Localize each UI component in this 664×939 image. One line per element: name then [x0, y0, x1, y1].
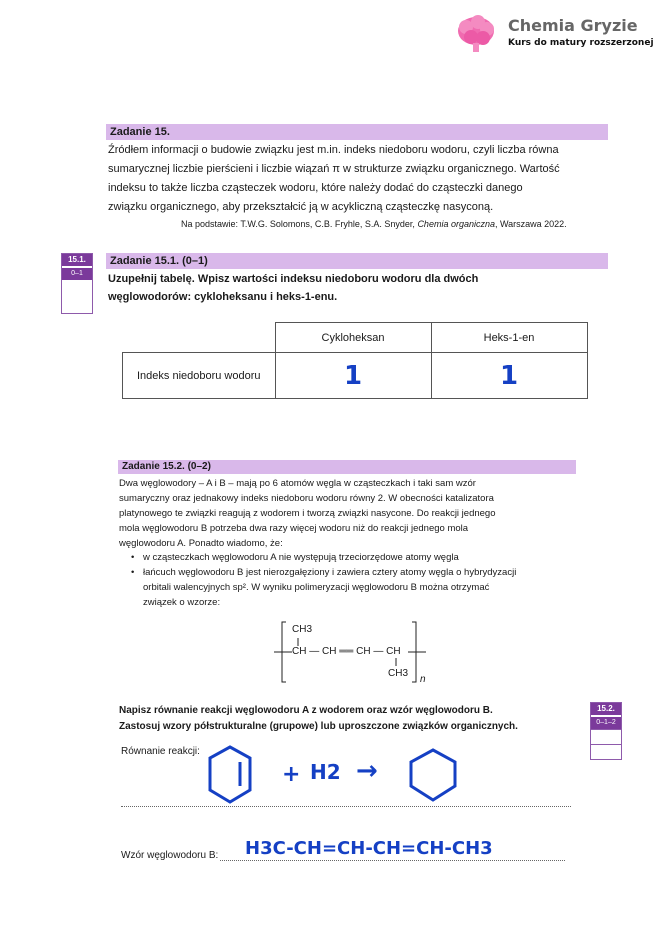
- answer-table: [122, 322, 588, 399]
- hexene-ring-drawing: [200, 742, 500, 812]
- equation-label: Równanie reakcji:: [121, 746, 200, 757]
- brand-tagline: Kurs do matury rozszerzonej: [508, 38, 654, 48]
- col-header-hexene: Heks-1-en: [431, 323, 587, 353]
- brain-icon: [454, 13, 498, 55]
- task-15-2-instruction: Napisz równanie reakcji węglowodoru A z wodorem oraz wzór węglowodoru B. Zastosuj wzory półstrukturalne (grupowe) lub uproszczone związków organicznych.: [119, 705, 518, 732]
- bullet-a: • w cząsteczkach węglowodoru A nie występują trzeciorzędowe atomy węgla: [143, 550, 459, 565]
- bullet-b: • łańcuch węglowodoru B jest nierozgałęziony i zawiera cztery atomy węgla o hybrydyzacji orbitali walencyjnych sp². W wyniku polimeryzacji węglowodoru B można otrzymać związek o wzorze:: [143, 565, 516, 610]
- task-15-intro: Źródłem informacji o budowie związku jest m.in. indeks niedoboru wodoru, czyli liczba równa sumarycznej liczbie pierścieni i liczbie wiązań π w strukturze związku organicznego. Wartość indeksu to także liczba cząsteczek wodoru, które należy dodać do cząsteczki danego związku organicznego, aby przekształcić ją w acykliczną cząsteczkę nasyconą.: [108, 144, 560, 213]
- task-15-1-heading: [106, 253, 608, 269]
- plus-sign: +: [282, 762, 301, 787]
- source-citation: Na podstawie: T.W.G. Solomons, C.B. Fryhle, S.A. Snyder, Chemia organiczna, Warszawa 2022.: [181, 219, 567, 229]
- task-15-2-title: Zadanie 15.2. (0–2): [122, 461, 211, 472]
- equation-answer[interactable]: [200, 742, 500, 812]
- answer-cell-cyclohexane[interactable]: 1: [275, 353, 431, 399]
- hydrogen-reagent: H2: [310, 760, 341, 784]
- polymer-structure: CH3 CH — CH ══ CH — CH CH3 n: [272, 618, 432, 686]
- task-15-title: Zadanie 15.: [110, 126, 170, 138]
- score-field[interactable]: [591, 744, 621, 759]
- brand-name: Chemia Gryzie: [508, 16, 638, 35]
- reaction-arrow: →: [356, 756, 378, 786]
- task-15-heading: [106, 124, 608, 140]
- formula-answer[interactable]: H3C-CH=CH-CH=CH-CH3: [245, 838, 493, 859]
- task-15-1-instruction: Uzupełnij tabelę. Wpisz wartości indeksu niedoboru wodoru dla dwóch węglowodorów: cykloheksanu i heks-1-enu.: [108, 273, 479, 303]
- answer-cell-hexene[interactable]: 1: [431, 353, 587, 399]
- score-field[interactable]: [591, 729, 621, 744]
- task-15-2-intro: Dwa węglowodory – A i B – mają po 6 atomów węgla w cząsteczkach i taki sam wzór sumaryczny oraz jednakowy indeks niedoboru wodoru równy 2. W obecności katalizatora platynowego te związki reagują z wodorem i tworzą związki nasycone. Do reakcji jednego mola węglowodoru B potrzeba dwa razy więcej wodoru niż do reakcji jednego mola węglowodoru A. Ponadto wiadomo, że:: [119, 478, 496, 549]
- equation-answer-line: [121, 806, 571, 807]
- score-box-15-1: 15.1. 0–1: [61, 253, 93, 314]
- formula-answer-line: [220, 860, 565, 861]
- score-field[interactable]: [62, 280, 92, 313]
- col-header-cyclohexane: Cykloheksan: [275, 323, 431, 353]
- formula-label: Wzór węglowodoru B:: [121, 850, 219, 861]
- task-15-2-heading: [118, 460, 576, 474]
- task-15-1-title: Zadanie 15.1. (0–1): [110, 255, 208, 267]
- score-box-15-2: 15.2. 0–1–2: [590, 702, 622, 760]
- row-label: Indeks niedoboru wodoru: [123, 353, 276, 399]
